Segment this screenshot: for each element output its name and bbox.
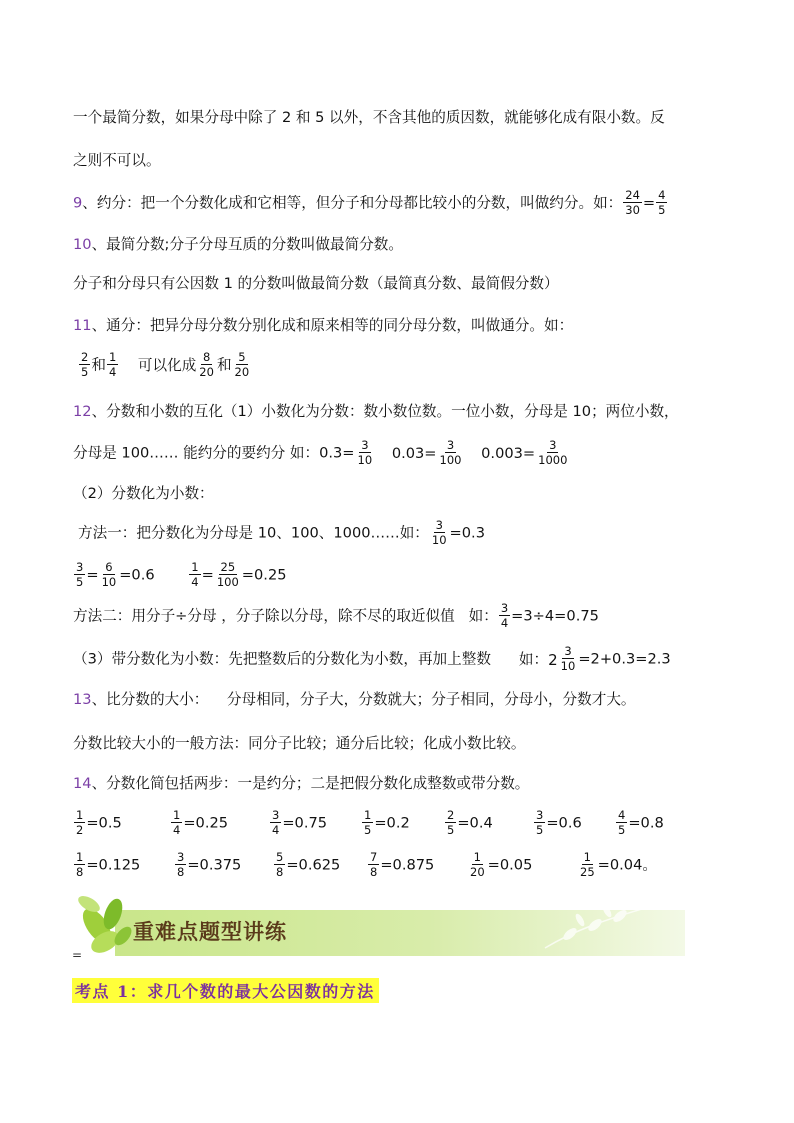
fraction: $\frac{1}{4}$: [191, 560, 199, 589]
fraction: $\frac{3}{1000}$: [538, 438, 568, 467]
item-13: [73, 690, 734, 710]
fraction: $\frac{8}{20}$: [199, 350, 214, 379]
item-number: 12: [73, 403, 92, 420]
item-9: 9、约分：把一个分数化成和它相等，但分子和分母都比较小的分数，叫做约分。如： $\frac{24}{30}$ = $\frac{4}{5}$: [73, 188, 666, 217]
item-text: 、最简分数;分子分母互质的分数叫做最简分数。: [91, 236, 403, 253]
intro-line-1: 一个最简分数，如果分母中除了 2 和 5 以外，不含其他的质因数，就能够化成有限小数。反: [73, 109, 665, 126]
fraction: $\frac{4}{5}$: [658, 188, 666, 217]
item-10: [73, 235, 734, 255]
fraction-decimal-pair: $\frac{1}{2}$ =0.5: [76, 808, 122, 837]
fraction: $\frac{3}{100}$: [439, 438, 462, 467]
key-point-label: 考点 1：求几个数的最大公因数的方法: [72, 978, 379, 1003]
fraction-decimal-pair: $\frac{3}{8}$ =0.375: [177, 850, 242, 879]
fraction: $\frac{3}{10}$: [431, 518, 447, 547]
item-number: 9: [73, 194, 83, 212]
section-title: 重难点题型讲练: [133, 920, 287, 944]
item-number: 14: [73, 775, 92, 792]
fraction: $\frac{6}{10}$: [101, 560, 117, 589]
intro-line-2: 之则不可以。: [73, 152, 161, 169]
fraction-decimal-pair: $\frac{4}{5}$ =0.8: [618, 808, 664, 837]
fraction: $\frac{3}{5}$: [76, 560, 84, 589]
fraction-decimal-pair: $\frac{5}{8}$ =0.625: [276, 850, 341, 879]
item-13-line-2: 分数比较大小的一般方法：同分子比较；通分后比较；化成小数比较。: [73, 735, 526, 752]
fraction: $\frac{24}{30}$: [625, 188, 640, 217]
fraction: $\frac{2}{5}$: [81, 350, 89, 379]
item-12-method-1-examples: $\frac{3}{5}$ = $\frac{6}{10}$ =0.6 $\frac{1}{4}$ = $\frac{25}{100}$ =0.25: [76, 560, 287, 589]
fraction-decimal-pair: $\frac{2}{5}$ =0.4: [447, 808, 493, 837]
item-text: 、约分：把一个分数化成和它相等，但分子和分母都比较小的分数，叫做约分。如：: [82, 194, 623, 212]
fraction-decimal-pair: $\frac{3}{5}$ =0.6: [536, 808, 582, 837]
fraction-decimal-pair: $\frac{1}{8}$ =0.125: [76, 850, 141, 879]
item-11-example: $\frac{2}{5}$ 和 $\frac{1}{4}$ 可以化成 $\frac{8}{20}$ 和 $\frac{5}{20}$: [81, 350, 250, 379]
item-12-method-2: 方法二：用分子÷分母 ，分子除以分母，除不尽的取近似值 如： $\frac{3}{4}$ =3÷4=0.75: [73, 601, 599, 630]
item-text: 、通分：把异分母分数分别化成和原来相等的同分母分数，叫做通分。如：: [91, 317, 574, 334]
item-12-part-3: （3）带分数化为小数：先把整数后的分数化为小数，再加上整数 如：2 $\frac{3}{10}$ =2+0.3=2.3: [73, 644, 671, 673]
item-14: [73, 774, 734, 794]
fraction: $\frac{3}{4}$: [500, 601, 509, 630]
fraction-decimal-pair: $\frac{7}{8}$ =0.875: [370, 850, 435, 879]
fraction-decimal-pair: $\frac{1}{4}$ =0.25: [173, 808, 229, 837]
item-number: 11: [73, 317, 92, 334]
fraction-decimal-pair: $\frac{1}{25}$ =0.04。: [580, 850, 657, 879]
fraction: $\frac{3}{10}$: [357, 438, 373, 467]
fraction: $\frac{25}{100}$: [216, 560, 239, 589]
item-12: [73, 402, 734, 422]
item-12-part-2: （2）分数化为小数：: [73, 485, 214, 502]
fraction-decimal-pair: $\frac{1}{5}$ =0.2: [364, 808, 410, 837]
fraction: $\frac{1}{4}$: [108, 350, 117, 379]
item-text: 、分数和小数的互化（1）小数化为分数：数小数位数。一位小数，分母是 10；两位小数，: [91, 403, 679, 420]
item-12-line-2: 分母是 100…… 能约分的要约分 如：0.3= $\frac{3}{10}$ 0.03= $\frac{3}{100}$ 0.003= $\frac{3}{1000}$: [73, 438, 568, 467]
item-11: [73, 316, 734, 336]
item-text: 、比分数的大小： 分母相同，分子大，分数就大；分子相同，分母小，分数才大。: [91, 691, 636, 708]
fraction: $\frac{5}{20}$: [234, 350, 250, 379]
item-12-method-1: 方法一：把分数化为分母是 10、100、1000……如： $\frac{3}{10}$ =0.3: [78, 518, 485, 547]
fraction: $\frac{3}{10}$: [560, 644, 576, 673]
fraction-decimal-pair: $\frac{1}{20}$ =0.05: [470, 850, 533, 879]
item-number: 13: [73, 691, 92, 708]
item-number: 10: [73, 236, 92, 253]
stray-mark: =: [72, 948, 83, 962]
item-text: 、分数化简包括两步：一是约分；二是把假分数化成整数或带分数。: [91, 775, 530, 792]
fraction-decimal-pair: $\frac{3}{4}$ =0.75: [272, 808, 328, 837]
item-10-line-2: 分子和分母只有公因数 1 的分数叫做最简分数（最简真分数、最简假分数）: [73, 275, 559, 292]
